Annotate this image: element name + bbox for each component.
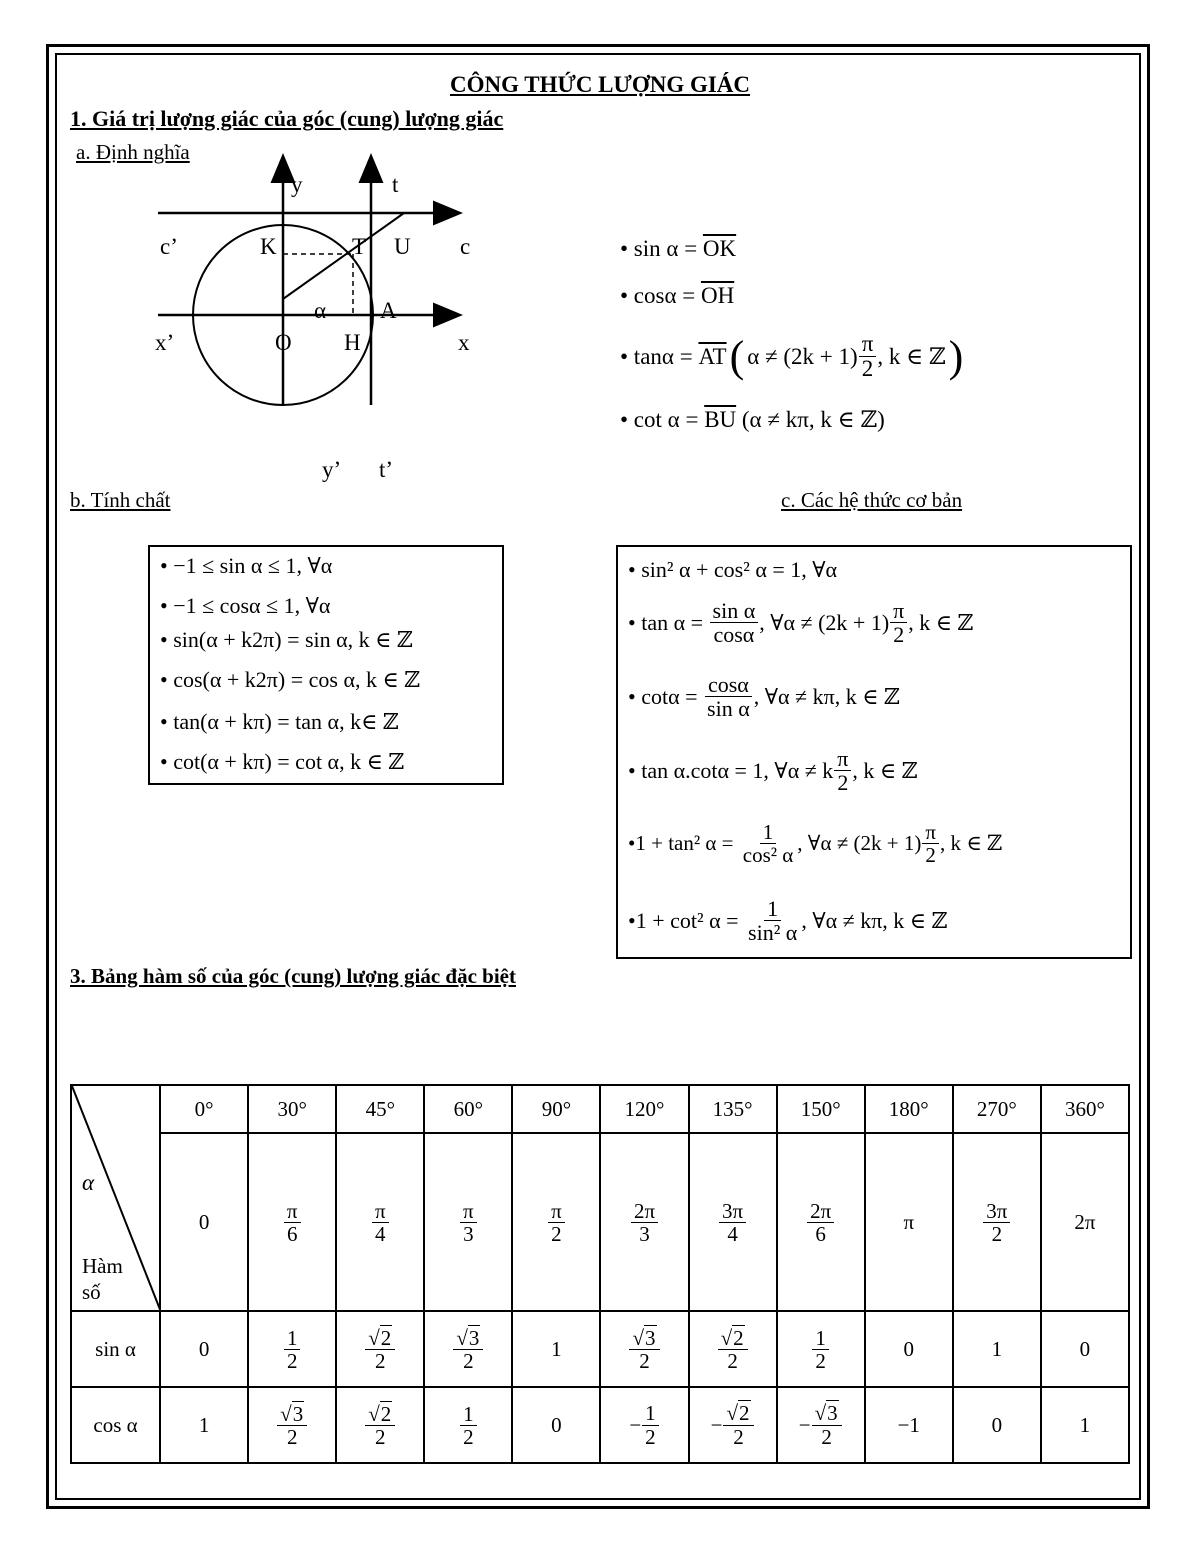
sin-cell-value: 1 [991, 1336, 1003, 1361]
cos-cell-sqrt: √3 [812, 1402, 842, 1425]
radian-cell [248, 1133, 336, 1311]
property-6: • cot(α + kπ) = cot α, k ∈ ℤ [160, 749, 405, 774]
cos-cell-denominator: 2 [821, 1424, 832, 1449]
sin-cell [336, 1311, 424, 1387]
radian-cell-numerator: π [460, 1200, 477, 1223]
identity-5: •1 + tan² α = $\frac{1}{\text{cos² α}}$ , ∀α ≠ (2k + 1) $\frac{\pi}{2}$ , k ∈ ℤ [628, 820, 1003, 868]
label-H: H [344, 330, 361, 355]
cos-cell [865, 1387, 953, 1463]
radian-cell-numerator: 3π [719, 1200, 746, 1223]
label-c-right: c [460, 234, 471, 259]
label-y: y [291, 172, 303, 197]
sin-row-label: sin α [71, 1311, 160, 1387]
cos-cell-value: 0 [991, 1412, 1003, 1437]
degree-header: 45° [336, 1085, 424, 1133]
identities-box [616, 545, 1132, 959]
unit-circle-diagram [0, 0, 1200, 500]
property-3: • sin(α + k2π) = sin α, k ∈ ℤ [160, 627, 414, 652]
page-title: CÔNG THỨC LƯỢNG GIÁC [449, 72, 751, 97]
label-c-left: c’ [160, 234, 178, 259]
cos-cell-sign: − [710, 1412, 723, 1437]
cos-row-label: cos α [71, 1387, 160, 1463]
radian-cell-numerator: π [548, 1200, 565, 1223]
degree-header: 60° [424, 1085, 512, 1133]
radian-cell [424, 1133, 512, 1311]
label-t: t [392, 172, 399, 197]
radian-cell-numerator: π [284, 1200, 301, 1223]
sin-cell [424, 1311, 512, 1387]
property-2: • −1 ≤ cosα ≤ 1, ∀α [160, 593, 331, 618]
section-1-heading: 1. Giá trị lượng giác của góc (cung) lượng giác [70, 106, 504, 131]
label-U: U [394, 234, 411, 259]
sin-cell-sqrt: √2 [365, 1327, 395, 1350]
label-x-left: x’ [155, 330, 175, 355]
label-K: K [260, 234, 277, 259]
identity-6: •1 + cot² α = $\frac{1}{\text{sin² α}}$ , ∀α ≠ kπ, k ∈ ℤ [628, 896, 948, 946]
radian-cell [336, 1133, 424, 1311]
cos-cell [777, 1387, 865, 1463]
degrees-row [71, 1085, 1129, 1133]
cos-cell-denominator: 2 [645, 1424, 656, 1449]
sin-cell [1041, 1311, 1129, 1387]
sin-cell [689, 1311, 777, 1387]
sin-cell-numerator: 1 [284, 1327, 301, 1350]
subsection-b-heading: b. Tính chất [70, 488, 171, 512]
cos-cell-denominator: 2 [733, 1424, 744, 1449]
radian-cell-denominator: 3 [639, 1222, 650, 1246]
sin-cell-sqrt: √3 [629, 1327, 659, 1350]
cos-row [71, 1387, 1129, 1463]
sin-cell [248, 1311, 336, 1387]
cos-cell-denominator: 2 [286, 1425, 298, 1449]
radian-cell [689, 1133, 777, 1311]
cos-cell-value: 0 [551, 1412, 562, 1437]
radian-cell [160, 1133, 248, 1311]
sin-cell-denominator: 2 [639, 1349, 650, 1373]
radian-cell-value: π [903, 1209, 915, 1234]
degree-header: 270° [953, 1085, 1041, 1133]
radian-cell-denominator: 2 [991, 1222, 1003, 1246]
radian-cell-denominator: 3 [463, 1222, 474, 1246]
degree-header: 360° [1041, 1085, 1129, 1133]
sin-cell-sqrt: √2 [718, 1327, 748, 1350]
sin-cell-denominator: 2 [815, 1349, 826, 1373]
corner-func-2: số [82, 1280, 101, 1304]
cos-cell [248, 1387, 336, 1463]
properties-box [148, 545, 504, 785]
radian-cell-numerator: 2π [631, 1200, 658, 1223]
degree-header: 135° [689, 1085, 777, 1133]
sin-cell [160, 1311, 248, 1387]
cos-cell-numerator: 1 [642, 1402, 659, 1425]
cos-cell [600, 1387, 688, 1463]
cos-cell-sign: − [629, 1412, 642, 1437]
cos-cell [424, 1387, 512, 1463]
cos-cell-sqrt: √3 [277, 1403, 307, 1426]
radian-cell-value: 0 [198, 1209, 210, 1234]
def-sin: • $\sin \alpha = \overline{OK}$ [620, 236, 737, 261]
radian-cell-denominator: 4 [375, 1222, 386, 1246]
cos-cell-denominator: 2 [463, 1425, 474, 1449]
label-A: A [380, 298, 397, 323]
degree-header: 120° [600, 1085, 688, 1133]
radian-cell-denominator: 2 [551, 1222, 562, 1246]
cos-cell-denominator: 2 [375, 1425, 386, 1449]
degree-header: 30° [248, 1085, 336, 1133]
property-5: • tan(α + kπ) = tan α, k∈ ℤ [160, 709, 399, 734]
radian-cell-denominator: 6 [286, 1222, 298, 1246]
radian-cell [777, 1133, 865, 1311]
degree-header: 0° [160, 1085, 248, 1133]
cos-cell-sqrt: √2 [723, 1402, 753, 1425]
cos-cell-sign: − [798, 1412, 811, 1437]
identity-2: • tan α = $\frac{\text{sin α}}{\cos\alpha}$ , ∀α ≠ (2k + 1) $\frac{\pi}{2}$ , k ∈ ℤ [628, 598, 974, 648]
section-3-heading: 3. Bảng hàm số của góc (cung) lượng giác đặc biệt [70, 964, 516, 988]
label-y-bottom: y’ [322, 457, 342, 482]
radian-cell [953, 1133, 1041, 1311]
sin-cell [600, 1311, 688, 1387]
special-angles-table [70, 1084, 1130, 1464]
cos-cell [512, 1387, 600, 1463]
def-cot: • $\cot \alpha = \overline{BU}$ (α ≠ kπ, k ∈ ℤ) [620, 407, 885, 432]
radian-cell-denominator: 4 [727, 1222, 738, 1246]
identity-3: • cotα = $\frac{\cos\alpha}{\text{sin α}}$ , ∀α ≠ kπ, k ∈ ℤ [628, 672, 901, 722]
cos-cell-sqrt: √2 [365, 1403, 395, 1426]
radian-cell [600, 1133, 688, 1311]
def-cos: • $\cos\alpha = \overline{OH}$ [620, 283, 735, 308]
sin-cell-value: 0 [1079, 1336, 1091, 1361]
identity-1: • sin² α + cos² α = 1, ∀α [628, 557, 838, 582]
cos-cell-value: 1 [198, 1412, 210, 1437]
sin-cell-value: 0 [198, 1336, 210, 1361]
subsection-a-heading: a. Định nghĩa [76, 140, 190, 164]
cos-cell [953, 1387, 1041, 1463]
sin-cell-denominator: 2 [727, 1349, 738, 1373]
sin-cell-denominator: 2 [463, 1349, 474, 1373]
cos-cell-value: 1 [1079, 1412, 1091, 1437]
label-O: O [275, 330, 292, 355]
cos-cell [160, 1387, 248, 1463]
cos-cell [336, 1387, 424, 1463]
degree-header: 150° [777, 1085, 865, 1133]
cos-cell-numerator: 1 [460, 1403, 477, 1426]
radian-cell-numerator: π [372, 1200, 389, 1223]
radian-cell-value: 2π [1074, 1209, 1096, 1234]
sin-cell [512, 1311, 600, 1387]
sin-cell-numerator: 1 [812, 1327, 829, 1350]
property-4: • cos(α + k2π) = cos α, k ∈ ℤ [160, 667, 421, 692]
sin-cell [865, 1311, 953, 1387]
table-corner-cell [71, 1085, 160, 1311]
label-alpha: α [314, 298, 327, 323]
radian-cell [512, 1133, 600, 1311]
def-tan: • tanα = $\overline{AT}$ ( α ≠ (2k + 1) $\frac{\pi}{2}$ , k ∈ ℤ ) [620, 331, 964, 382]
subsection-c-heading: c. Các hệ thức cơ bản [781, 488, 963, 512]
sin-cell-value: 1 [551, 1336, 562, 1361]
identity-4: • tan α.cotα = 1, ∀α ≠ k $\frac{\pi}{2}$ , k ∈ ℤ [628, 746, 918, 796]
sin-cell-denominator: 2 [286, 1349, 298, 1373]
corner-alpha: α [82, 1170, 95, 1195]
radian-cell [1041, 1133, 1129, 1311]
degree-header: 180° [865, 1085, 953, 1133]
sin-cell-sqrt: √3 [453, 1327, 483, 1350]
label-t-bottom: t’ [379, 457, 394, 482]
corner-func-1: Hàm [82, 1254, 123, 1278]
radians-row [71, 1133, 1129, 1311]
cos-cell [689, 1387, 777, 1463]
radian-cell-numerator: 2π [807, 1200, 834, 1223]
label-T: T [352, 234, 367, 259]
radian-cell-numerator: 3π [983, 1200, 1010, 1223]
radian-cell [865, 1133, 953, 1311]
cos-cell-value: −1 [897, 1412, 920, 1437]
sin-row [71, 1311, 1129, 1387]
cos-cell [1041, 1387, 1129, 1463]
degree-header: 90° [512, 1085, 600, 1133]
sin-cell [777, 1311, 865, 1387]
sin-cell-value: 0 [903, 1336, 914, 1361]
sin-cell [953, 1311, 1041, 1387]
property-1: • −1 ≤ sin α ≤ 1, ∀α [160, 553, 333, 578]
radian-cell-denominator: 6 [815, 1222, 826, 1246]
sin-cell-denominator: 2 [375, 1349, 386, 1373]
label-x-right: x [458, 330, 470, 355]
